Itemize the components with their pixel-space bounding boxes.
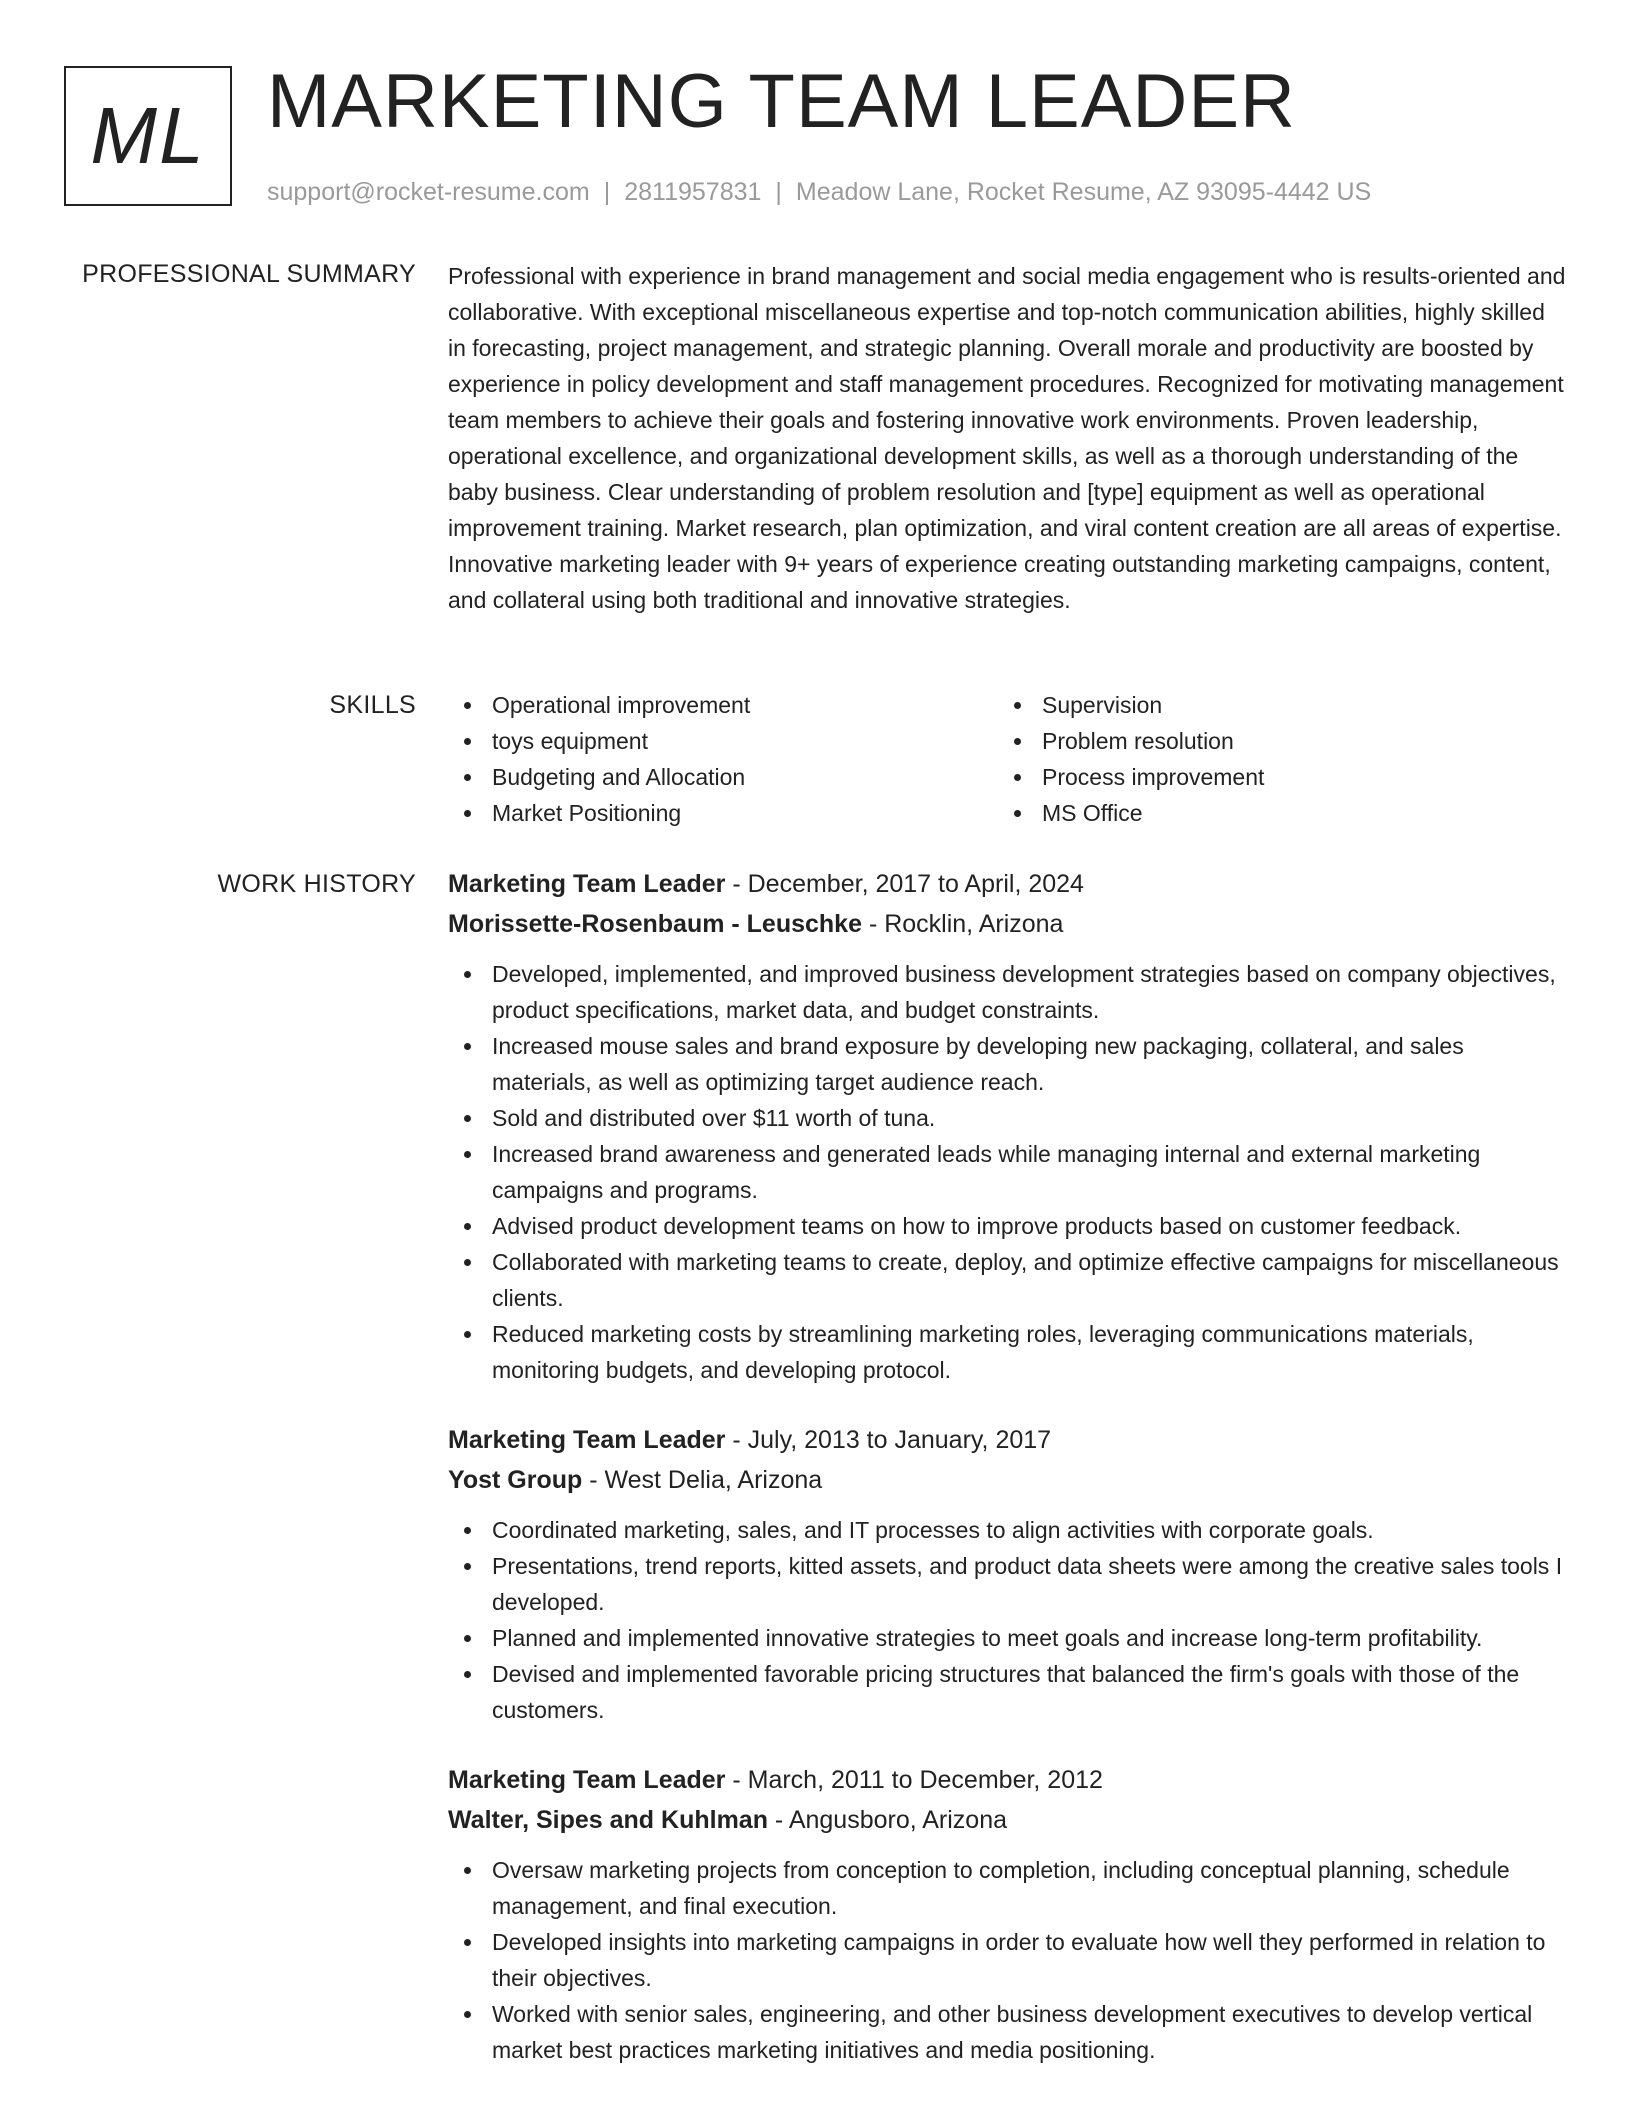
job-company: Walter, Sipes and Kuhlman [448, 1806, 768, 1834]
monogram-text: ML [90, 91, 206, 180]
job-role: Marketing Team Leader [448, 1766, 726, 1794]
contact-phone[interactable]: 2811957831 [624, 178, 762, 206]
skill-item: toys equipment [448, 723, 998, 759]
job-location: - Rocklin, Arizona [862, 910, 1064, 938]
contact-line [267, 174, 1371, 210]
skill-item: Process improvement [998, 759, 1548, 795]
job-bullet: Developed insights into marketing campaigns in order to evaluate how well they performed in relation to their objectives. [448, 1924, 1568, 1996]
contact-address: Meadow Lane, Rocket Resume, AZ 93095-4442 US [795, 178, 1372, 206]
job-company-line [448, 904, 1568, 944]
job-title-line [448, 1420, 1568, 1460]
job-company-line [448, 1460, 1568, 1500]
work-history-body [448, 864, 1568, 2100]
job-dates: - March, 2011 to December, 2012 [725, 1766, 1103, 1794]
skill-item: Operational improvement [448, 687, 998, 723]
job-bullet: Collaborated with marketing teams to create, deploy, and optimize effective campaigns for miscellaneous clients. [448, 1244, 1568, 1316]
job-bullet: Reduced marketing costs by streamlining marketing roles, leveraging communications materials, monitoring budgets, and developing protocol. [448, 1316, 1568, 1388]
job-entry [448, 1420, 1568, 1728]
skill-item: Problem resolution [998, 723, 1548, 759]
job-bullet: Worked with senior sales, engineering, and other business development executives to develop vertical market best practices marketing initiatives and media positioning. [448, 1996, 1568, 2068]
job-bullet: Presentations, trend reports, kitted assets, and product data sheets were among the creative sales tools I developed. [448, 1548, 1568, 1620]
contact-separator: | [603, 178, 611, 206]
job-role: Marketing Team Leader [448, 1426, 726, 1454]
summary-text: Professional with experience in brand management and social media engagement who is results-oriented and collaborative. With exceptional miscellaneous expertise and top-notch communication abilities, highly skilled in forecasting, project management, and strategic planning. Overall morale and productivity are boosted by experience in policy development and staff management procedures. Recognized for motivating management team members to achieve their goals and fostering innovative work environments. Proven leadership, operational excellence, and organizational development skills, as well as a thorough understanding of the baby business. Clear understanding of problem resolution and [type] equipment as well as operational improvement training. Market research, plan optimization, and viral content creation are all areas of expertise. Innovative marketing leader with 9+ years of experience creating outstanding marketing campaigns, content, and collateral using both traditional and innovative strategies. [448, 263, 1566, 613]
job-bullet: Developed, implemented, and improved business development strategies based on company objectives, product specifications, market data, and budget constraints. [448, 956, 1568, 1028]
job-company-line [448, 1800, 1568, 1840]
job-dates: - December, 2017 to April, 2024 [725, 870, 1084, 898]
job-bullet: Increased mouse sales and brand exposure by developing new packaging, collateral, and sales materials, as well as optimizing target audience reach. [448, 1028, 1568, 1100]
job-bullet: Increased brand awareness and generated leads while managing internal and external marketing campaigns and programs. [448, 1136, 1568, 1208]
job-bullet: Oversaw marketing projects from conception to completion, including conceptual planning, schedule management, and final execution. [448, 1852, 1568, 1924]
monogram-box [64, 66, 232, 206]
skill-item: MS Office [998, 795, 1548, 831]
job-bullet: Devised and implemented favorable pricing structures that balanced the firm's goals with those of the customers. [448, 1656, 1568, 1728]
job-title-line [448, 1760, 1568, 1800]
contact-email[interactable]: support@rocket-resume.com [267, 178, 590, 206]
job-bullet: Planned and implemented innovative strategies to meet goals and increase long-term profitability. [448, 1620, 1568, 1656]
summary-body [448, 258, 1568, 618]
skill-item: Supervision [998, 687, 1548, 723]
contact-separator: | [775, 178, 782, 206]
job-entry [448, 864, 1568, 1388]
job-role: Marketing Team Leader [448, 870, 726, 898]
summary-heading: PROFESSIONAL SUMMARY [82, 260, 416, 288]
skills-body [448, 687, 1568, 831]
job-bullets [448, 1512, 1568, 1728]
skills-grid [448, 687, 1568, 831]
job-location: - Angusboro, Arizona [767, 1806, 1008, 1834]
skill-item: Market Positioning [448, 795, 998, 831]
skills-column-right [998, 687, 1548, 831]
job-company: Morissette-Rosenbaum - Leuschke [448, 910, 862, 938]
skills-column-left [448, 687, 998, 831]
job-title-line [448, 864, 1568, 904]
job-bullet: Coordinated marketing, sales, and IT processes to align activities with corporate goals. [448, 1512, 1568, 1548]
work-history-heading: WORK HISTORY [217, 870, 416, 898]
job-entry [448, 1760, 1568, 2068]
job-company: Yost Group [448, 1466, 583, 1494]
job-dates: - July, 2013 to January, 2017 [725, 1426, 1052, 1454]
job-bullet: Advised product development teams on how to improve products based on customer feedback. [448, 1208, 1568, 1244]
job-bullets [448, 956, 1568, 1388]
job-bullets [448, 1852, 1568, 2068]
job-bullet: Sold and distributed over $11 worth of tuna. [448, 1100, 1568, 1136]
skill-item: Budgeting and Allocation [448, 759, 998, 795]
skills-heading: SKILLS [329, 691, 416, 719]
resume-title: MARKETING TEAM LEADER [267, 59, 1296, 144]
job-location: - West Delia, Arizona [582, 1466, 823, 1494]
